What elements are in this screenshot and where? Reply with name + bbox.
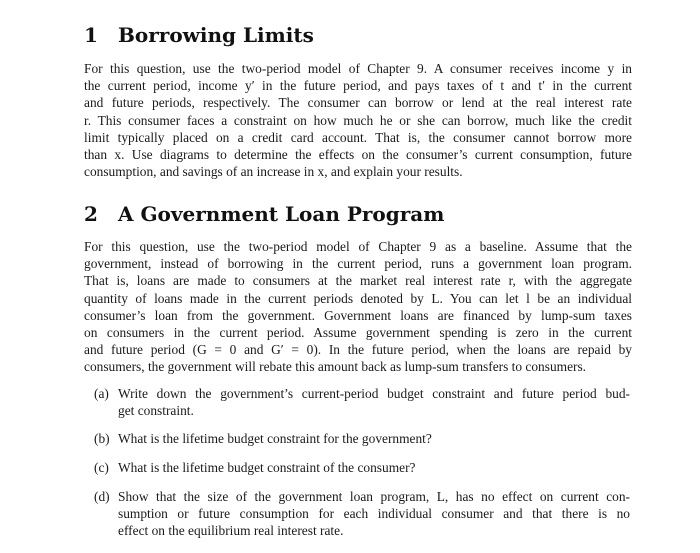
section-1-paragraph [84, 60, 632, 180]
paragraph-line: r. This consumer faces a constraint on how much he or she can borrow, much like the credit [84, 112, 632, 128]
section-2-title: A Government Loan Program [118, 202, 445, 226]
paragraph-line: and future period (G = 0 and G′ = 0). In the future period, when the loans are repaid by [84, 342, 632, 358]
question-label: (c) [94, 460, 109, 475]
question-text [118, 488, 630, 540]
question-line: What is the lifetime budget constraint of the consumer? [118, 460, 416, 475]
question-line: sumption or future consumption for each individual consumer and that there is no [118, 506, 630, 522]
paragraph-line: quantity of loans made in the current periods denoted by L. You can let l be an individual [84, 290, 632, 306]
paragraph-line: than x. Use diagrams to determine the effects on the consumer’s current consumption, future [84, 147, 632, 163]
question-label: (b) [94, 431, 110, 446]
paragraph-line: and future periods, respectively. The consumer can borrow or lend at the real interest rate [84, 95, 632, 111]
paragraph-line: consumers, the government will rebate this amount back as lump-sum transfers to consumers. [84, 359, 587, 375]
paragraph-line: consumption, and savings of an increase in x, and explain your results. [84, 164, 463, 180]
section-2-number: 2 [84, 202, 98, 226]
paragraph-line: For this question, use the two-period model of Chapter 9 as a baseline. Assume that the [84, 239, 632, 254]
section-1-number: 1 [84, 23, 98, 47]
question-text [118, 385, 630, 419]
question-text [118, 459, 630, 476]
question-label: (d) [94, 489, 110, 504]
question-line: Write down the government’s current-period budget constraint and future period bud- [118, 386, 630, 401]
question-line: Show that the size of the government loan program, L, has no effect on current con- [118, 489, 630, 504]
section-2-paragraph [84, 238, 632, 376]
paragraph-line: For this question, use the two-period model of Chapter 9. A consumer receives income y in [84, 61, 632, 76]
question-label: (a) [94, 386, 109, 401]
question-text [118, 430, 630, 447]
paragraph-line: consumer’s loan from the government. Government loans are financed by lump-sum taxes [84, 307, 632, 323]
question-line: get constraint. [118, 403, 194, 419]
paragraph-line: limit typically placed on a credit card account. That is, the consumer cannot borrow more [84, 129, 632, 145]
paragraph-line: government, instead of borrowing in the current period, runs a government loan program. [84, 256, 632, 272]
section-1-heading [84, 23, 314, 47]
question-line: effect on the equilibrium real interest rate. [118, 523, 344, 539]
paragraph-line: the current period, income y′ in the future period, and pays taxes of t and t′ in the current [84, 78, 632, 94]
question-list [94, 385, 632, 545]
section-1-title: Borrowing Limits [118, 23, 314, 47]
paragraph-line: on consumers in the current period. Assume government spending is zero in the current [84, 325, 632, 341]
paragraph-line: That is, loans are made to consumers at the market real interest rate r, with the aggregate [84, 273, 632, 289]
section-2-heading [84, 202, 444, 226]
question-line: What is the lifetime budget constraint for the government? [118, 431, 432, 446]
